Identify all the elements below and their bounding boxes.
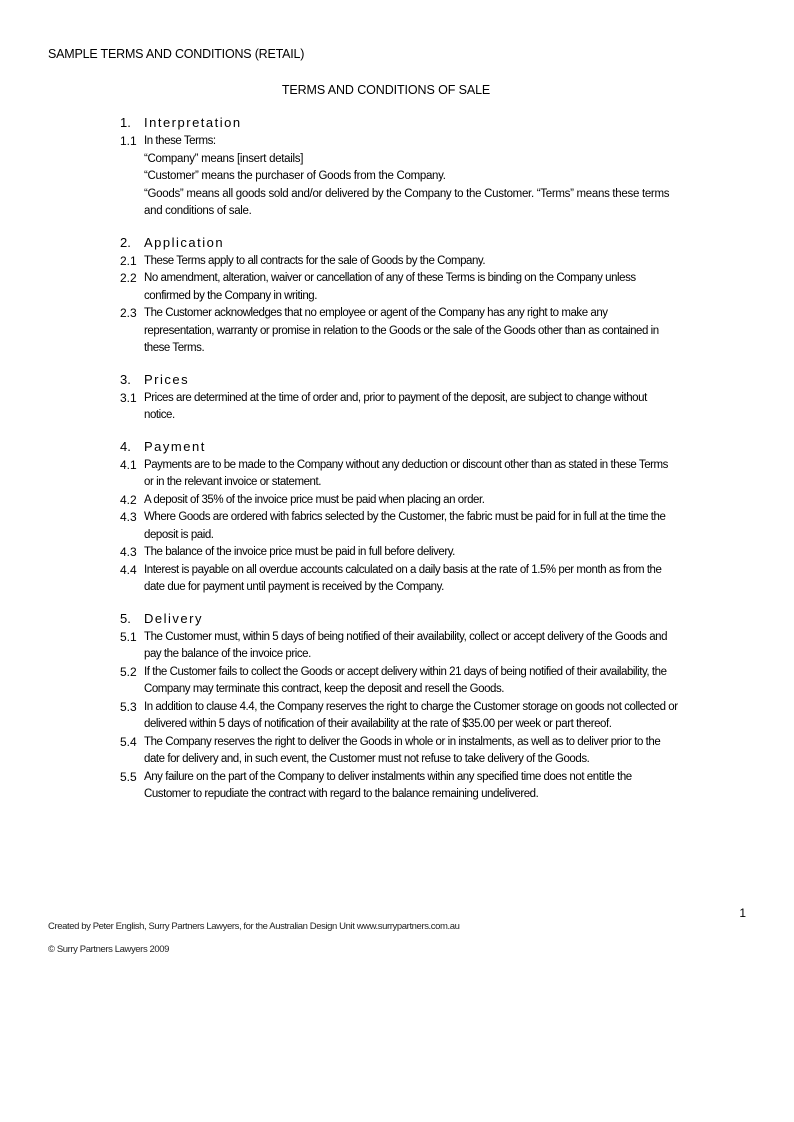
clause-number: 1.1 (120, 134, 137, 148)
clause (120, 390, 680, 425)
clause (120, 133, 680, 151)
clause-number: 4.4 (120, 562, 137, 577)
definition-company: “Company” means [insert details] (144, 152, 304, 165)
clause (120, 492, 680, 510)
clause (120, 457, 680, 492)
document-body (120, 114, 680, 817)
clause (120, 305, 680, 358)
section-number: 3. (120, 371, 131, 387)
footer-credit: Created by Peter English, Surry Partners Lawyers, for the Australian Design Unit www.surrypartners.com.au (48, 921, 460, 932)
clause-text: Interest is payable on all overdue accounts calculated on a daily basis at the rate of 1.5% per month as from the date due for payment until payment is received by the Company. (144, 563, 662, 593)
clause (120, 629, 680, 664)
clause-number: 2.3 (120, 306, 137, 320)
clause-number: 5.1 (120, 629, 137, 644)
clause (120, 699, 680, 734)
clause-text: These Terms apply to all contracts for the sale of Goods by the Company. (144, 254, 486, 267)
section-title: Interpretation (144, 115, 242, 130)
definitions-list (120, 151, 680, 221)
section-interpretation (120, 114, 680, 221)
clause (120, 253, 680, 271)
section-heading (120, 371, 680, 389)
clause-number: 4.1 (120, 457, 137, 472)
section-prices (120, 371, 680, 425)
clause-text: If the Customer fails to collect the Goods or accept delivery within 21 days of being notified of their availability, the Company may terminate this contract, keep the deposit and resell the Goods. (144, 665, 667, 695)
section-title: Prices (144, 371, 190, 387)
section-number: 5. (120, 610, 131, 626)
clause-text: The Customer must, within 5 days of being notified of their availability, collect or accept delivery of the Goods and pay the balance of the invoice price. (144, 630, 668, 660)
clause (120, 769, 680, 804)
clause-number: 2.1 (120, 253, 137, 268)
clause-text: No amendment, alteration, waiver or cancellation of any of these Terms is binding on the Company unless confirmed by the Company in writing. (144, 272, 636, 302)
clause-text: A deposit of 35% of the invoice price must be paid when placing an order. (144, 493, 485, 506)
section-heading (120, 234, 680, 252)
document-header: SAMPLE TERMS AND CONDITIONS (RETAIL) (48, 47, 305, 61)
section-number: 4. (120, 438, 131, 454)
definition-customer: “Customer” means the purchaser of Goods from the Company. (144, 170, 446, 182)
clause-text: In addition to clause 4.4, the Company reserves the right to charge the Customer storage on goods not collected or delivered within 5 days of notification of their availability at the rate of $35.00 per week or part thereof. (144, 700, 678, 730)
clause-number: 2.2 (120, 271, 137, 285)
document-title: TERMS AND CONDITIONS OF SALE (281, 83, 491, 97)
clause-text: The Company reserves the right to deliver the Goods in whole or in instalments, as well as to deliver prior to the date for delivery and, in such event, the Customer must not refuse to take delivery of the Goods. (144, 735, 661, 765)
clause-text: Prices are determined at the time of order and, prior to payment of the deposit, are subject to change without notice. (144, 391, 647, 421)
clause-text: Any failure on the part of the Company to deliver instalments within any specified time does not entitle the Customer to repudiate the contract with regard to the balance remaining undelivered. (144, 770, 632, 800)
clause (120, 544, 680, 562)
clause-text: Payments are to be made to the Company without any deduction or discount other than as stated in these Terms or in the relevant invoice or statement. (144, 458, 668, 488)
clause (120, 664, 680, 699)
section-heading (120, 438, 680, 456)
section-number: 2. (120, 234, 131, 250)
clause-number: 5.3 (120, 699, 137, 714)
clause (120, 270, 680, 305)
clause-text: Where Goods are ordered with fabrics selected by the Customer, the fabric must be paid for in full at the time the deposit is paid. (144, 511, 666, 541)
section-title: Application (144, 234, 225, 250)
page-number: 1 (739, 906, 746, 920)
clause-number: 4.3 (120, 545, 137, 559)
section-title: Payment (144, 438, 206, 454)
clause-text: In these Terms: (144, 135, 216, 147)
section-delivery (120, 610, 680, 804)
clause-number: 3.1 (120, 390, 137, 405)
clause (120, 734, 680, 769)
clause-text: The Customer acknowledges that no employee or agent of the Company has any right to make any representation, warranty or promise in relation to the Goods or the sale of the Goods other than as contained in these Terms. (144, 307, 659, 354)
clause-text: The balance of the invoice price must be paid in full before delivery. (144, 546, 455, 558)
section-number: 1. (120, 115, 131, 130)
footer-copyright: © Surry Partners Lawyers 2009 (48, 944, 170, 955)
definition-goods-terms: “Goods” means all goods sold and/or delivered by the Company to the Customer. “Terms” means these terms and conditions of sale. (144, 187, 670, 217)
section-heading (120, 610, 680, 628)
clause (120, 509, 680, 544)
section-heading (120, 114, 680, 132)
clause-number: 4.3 (120, 510, 137, 524)
section-application (120, 234, 680, 358)
clause-number: 4.2 (120, 492, 137, 507)
clause-number: 5.5 (120, 769, 137, 784)
clause (120, 562, 680, 597)
section-payment (120, 438, 680, 597)
clause-number: 5.2 (120, 664, 137, 679)
section-title: Delivery (144, 610, 203, 626)
clause-number: 5.4 (120, 734, 137, 749)
